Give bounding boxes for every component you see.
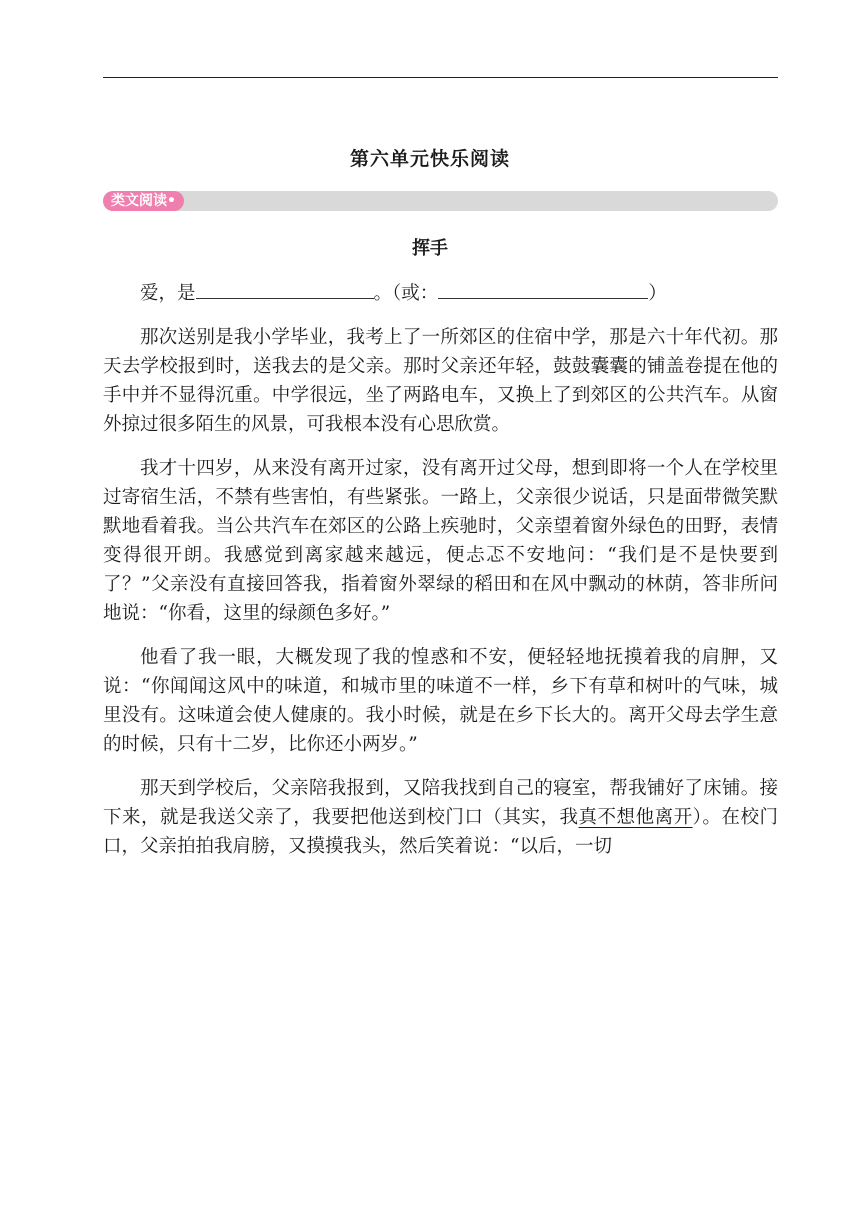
paragraph-4 bbox=[103, 774, 778, 861]
article-body bbox=[103, 278, 778, 876]
article-title: 挥手 bbox=[412, 238, 448, 259]
answer-blank-2[interactable] bbox=[438, 278, 648, 299]
fill-prefix: 爱，是 bbox=[140, 283, 196, 304]
paragraph-1: 那次送别是我小学毕业，我考上了一所郊区的住宿中学，那是六十年代初。那天去学校报到时，送我去的是父亲。那时父亲还年轻，鼓鼓囊囊的铺盖卷提在他的手中并不显得沉重。中学很远，坐了两路电车，又换上了到郊区的公共汽车。从窗外掠过很多陌生的风景，可我根本没有心思欣赏。 bbox=[103, 327, 778, 435]
fill-in-question bbox=[103, 278, 778, 308]
paragraph-2: 我才十四岁，从来没有离开过家，没有离开过父母，想到即将一个人在学校里过寄宿生活，不禁有些害怕，有些紧张。一路上，父亲很少说话，只是面带微笑默默地看着我。当公共汽车在郊区的公路上疾驰时，父亲望着窗外绿色的田野，表情变得很开朗。我感觉到离家越来越远，便忐忑不安地问：“我们是不是快要到了？”父亲没有直接回答我，指着窗外翠绿的稻田和在风中飘动的林荫，答非所问地说：“你看，这里的绿颜色多好。” bbox=[103, 458, 778, 624]
answer-blank-1[interactable] bbox=[196, 278, 374, 299]
fill-suffix: ） bbox=[648, 283, 667, 304]
fill-middle: 。（或： bbox=[373, 283, 439, 304]
document-title: 第六单元快乐阅读 bbox=[349, 148, 510, 170]
underlined-phrase: 真不想他离开 bbox=[578, 807, 693, 828]
paragraph-4-before: 那天到学校后，父亲陪我报到，又陪我找到自己的寝室，帮我铺好了床铺。接下来，就是我送父亲了，我要把他送到校门口（其实，我 bbox=[103, 778, 778, 828]
section-banner bbox=[103, 191, 778, 211]
header-rule bbox=[103, 77, 778, 78]
section-tag: 类文阅读• bbox=[103, 191, 184, 211]
paragraph-4-after: ）。在校门口，父亲拍拍我肩膀，又摸摸我头，然后笑着说：“以后，一切 bbox=[103, 807, 778, 857]
paragraph-3: 他看了我一眼，大概发现了我的惶惑和不安，便轻轻地抚摸着我的肩胛，又说：“你闻闻这风中的味道，和城市里的味道不一样，乡下有草和树叶的气味，城里没有。这味道会使人健康的。我小时候，就是在乡下长大的。离开父母去学生意的时候，只有十二岁，比你还小两岁。” bbox=[103, 647, 778, 755]
